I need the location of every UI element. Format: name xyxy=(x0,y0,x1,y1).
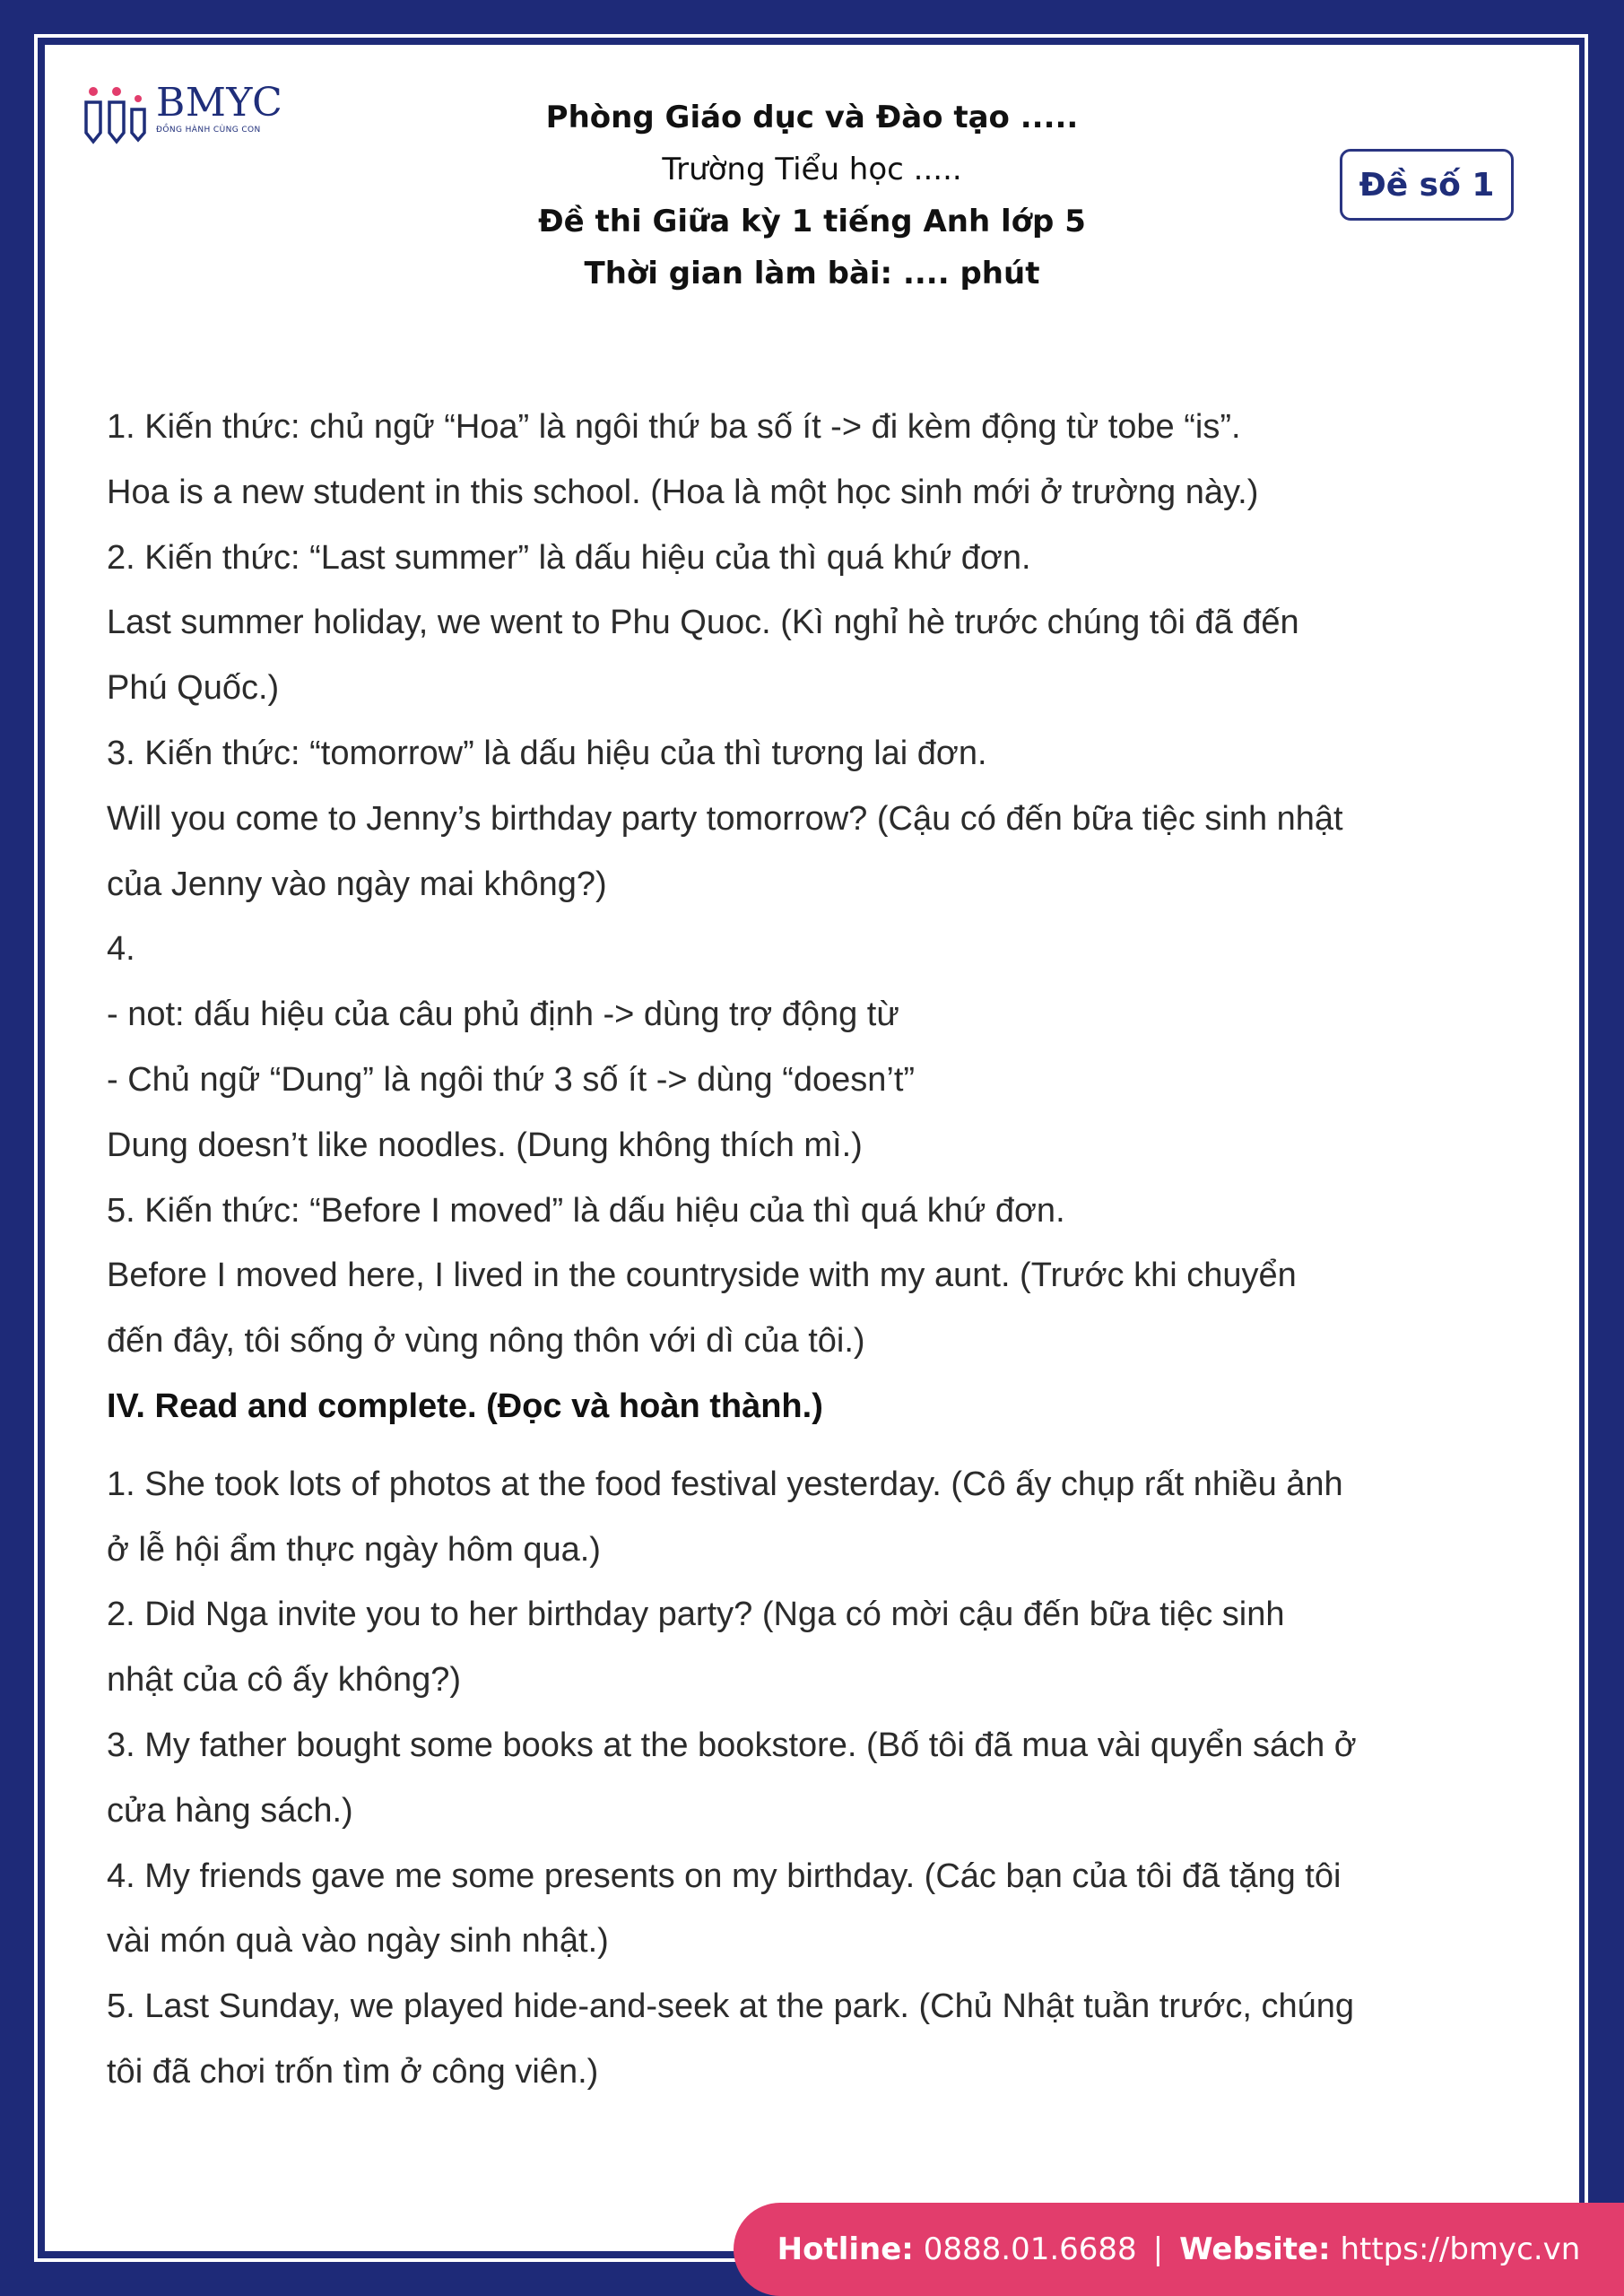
text-line: Hoa is a new student in this school. (Hoa là một học sinh mới ở trường này.) xyxy=(107,473,1259,511)
hotline-label: Hotline: xyxy=(777,2231,914,2267)
hotline-value: 0888.01.6688 xyxy=(923,2231,1137,2267)
contact-footer xyxy=(734,2203,1624,2296)
section-heading: IV. Read and complete. (Đọc và hoàn thành.) xyxy=(107,1387,823,1425)
header-duration: Thời gian làm bài: .... phút xyxy=(584,256,1040,291)
text-line: 5. Kiến thức: “Before I moved” là dấu hiệu của thì quá khứ đơn. xyxy=(107,1191,1065,1230)
text-line: Last summer holiday, we went to Phu Quoc. (Kì nghỉ hè trước chúng tôi đã đến xyxy=(107,604,1299,642)
header-exam-title: Đề thi Giữa kỳ 1 tiếng Anh lớp 5 xyxy=(538,204,1086,239)
text-line: đến đây, tôi sống ở vùng nông thôn với dì của tôi.) xyxy=(107,1322,865,1361)
text-line: vài món quà vào ngày sinh nhật.) xyxy=(107,1922,609,1961)
text-line: 2. Kiến thức: “Last summer” là dấu hiệu của thì quá khứ đơn. xyxy=(107,538,1031,577)
text-line: 5. Last Sunday, we played hide-and-seek at the park. (Chủ Nhật tuần trước, chúng xyxy=(107,1987,1355,2026)
text-line: Will you come to Jenny’s birthday party tomorrow? (Cậu có đến bữa tiệc sinh nhật xyxy=(107,799,1343,838)
text-line: 1. Kiến thức: chủ ngữ “Hoa” là ngôi thứ ba số ít -> đi kèm động từ tobe “is”. xyxy=(107,408,1241,446)
website-link[interactable]: https://bmyc.vn xyxy=(1340,2231,1581,2267)
document-page xyxy=(45,45,1579,2251)
text-line: Dung doesn’t like noodles. (Dung không thích mì.) xyxy=(107,1126,863,1164)
text-line: tôi đã chơi trốn tìm ở công viên.) xyxy=(107,2052,599,2091)
text-line: 4. xyxy=(107,930,135,969)
logo-tagline: ĐỒNG HÀNH CÙNG CON xyxy=(156,126,261,135)
text-line: 3. Kiến thức: “tomorrow” là dấu hiệu của thì tương lai đơn. xyxy=(107,734,987,772)
text-line: cửa hàng sách.) xyxy=(107,1791,353,1830)
header-department: Phòng Giáo dục và Đào tạo ..... xyxy=(545,100,1079,135)
logo-brand: BMYC xyxy=(156,80,283,126)
exam-number-badge: Đề số 1 xyxy=(1340,149,1514,221)
text-line: 3. My father bought some books at the bookstore. (Bố tôi đã mua vài quyển sách ở xyxy=(107,1726,1357,1764)
answer-content xyxy=(107,395,1541,2105)
footer-separator: | xyxy=(1152,2231,1164,2267)
header-school: Trường Tiểu học ..... xyxy=(662,152,962,187)
text-line: nhật của cô ấy không?) xyxy=(107,1661,462,1700)
text-line: Phú Quốc.) xyxy=(107,669,280,708)
text-line: của Jenny vào ngày mai không?) xyxy=(107,865,607,903)
text-line: - not: dấu hiệu của câu phủ định -> dùng trợ động từ xyxy=(107,996,899,1034)
text-line: - Chủ ngữ “Dung” là ngôi thứ 3 số ít -> dùng “doesn’t” xyxy=(107,1060,916,1099)
text-line: 2. Did Nga invite you to her birthday party? (Nga có mời cậu đến bữa tiệc sinh xyxy=(107,1596,1285,1634)
text-line: 4. My friends gave me some presents on my birthday. (Các bạn của tôi đã tặng tôi xyxy=(107,1857,1342,1895)
website-label: Website: xyxy=(1179,2231,1331,2267)
text-line: Before I moved here, I lived in the countryside with my aunt. (Trước khi chuyển xyxy=(107,1257,1297,1295)
text-line: 1. She took lots of photos at the food festival yesterday. (Cô ấy chụp rất nhiều ảnh xyxy=(107,1465,1343,1503)
text-line: ở lễ hội ẩm thực ngày hôm qua.) xyxy=(107,1530,601,1569)
